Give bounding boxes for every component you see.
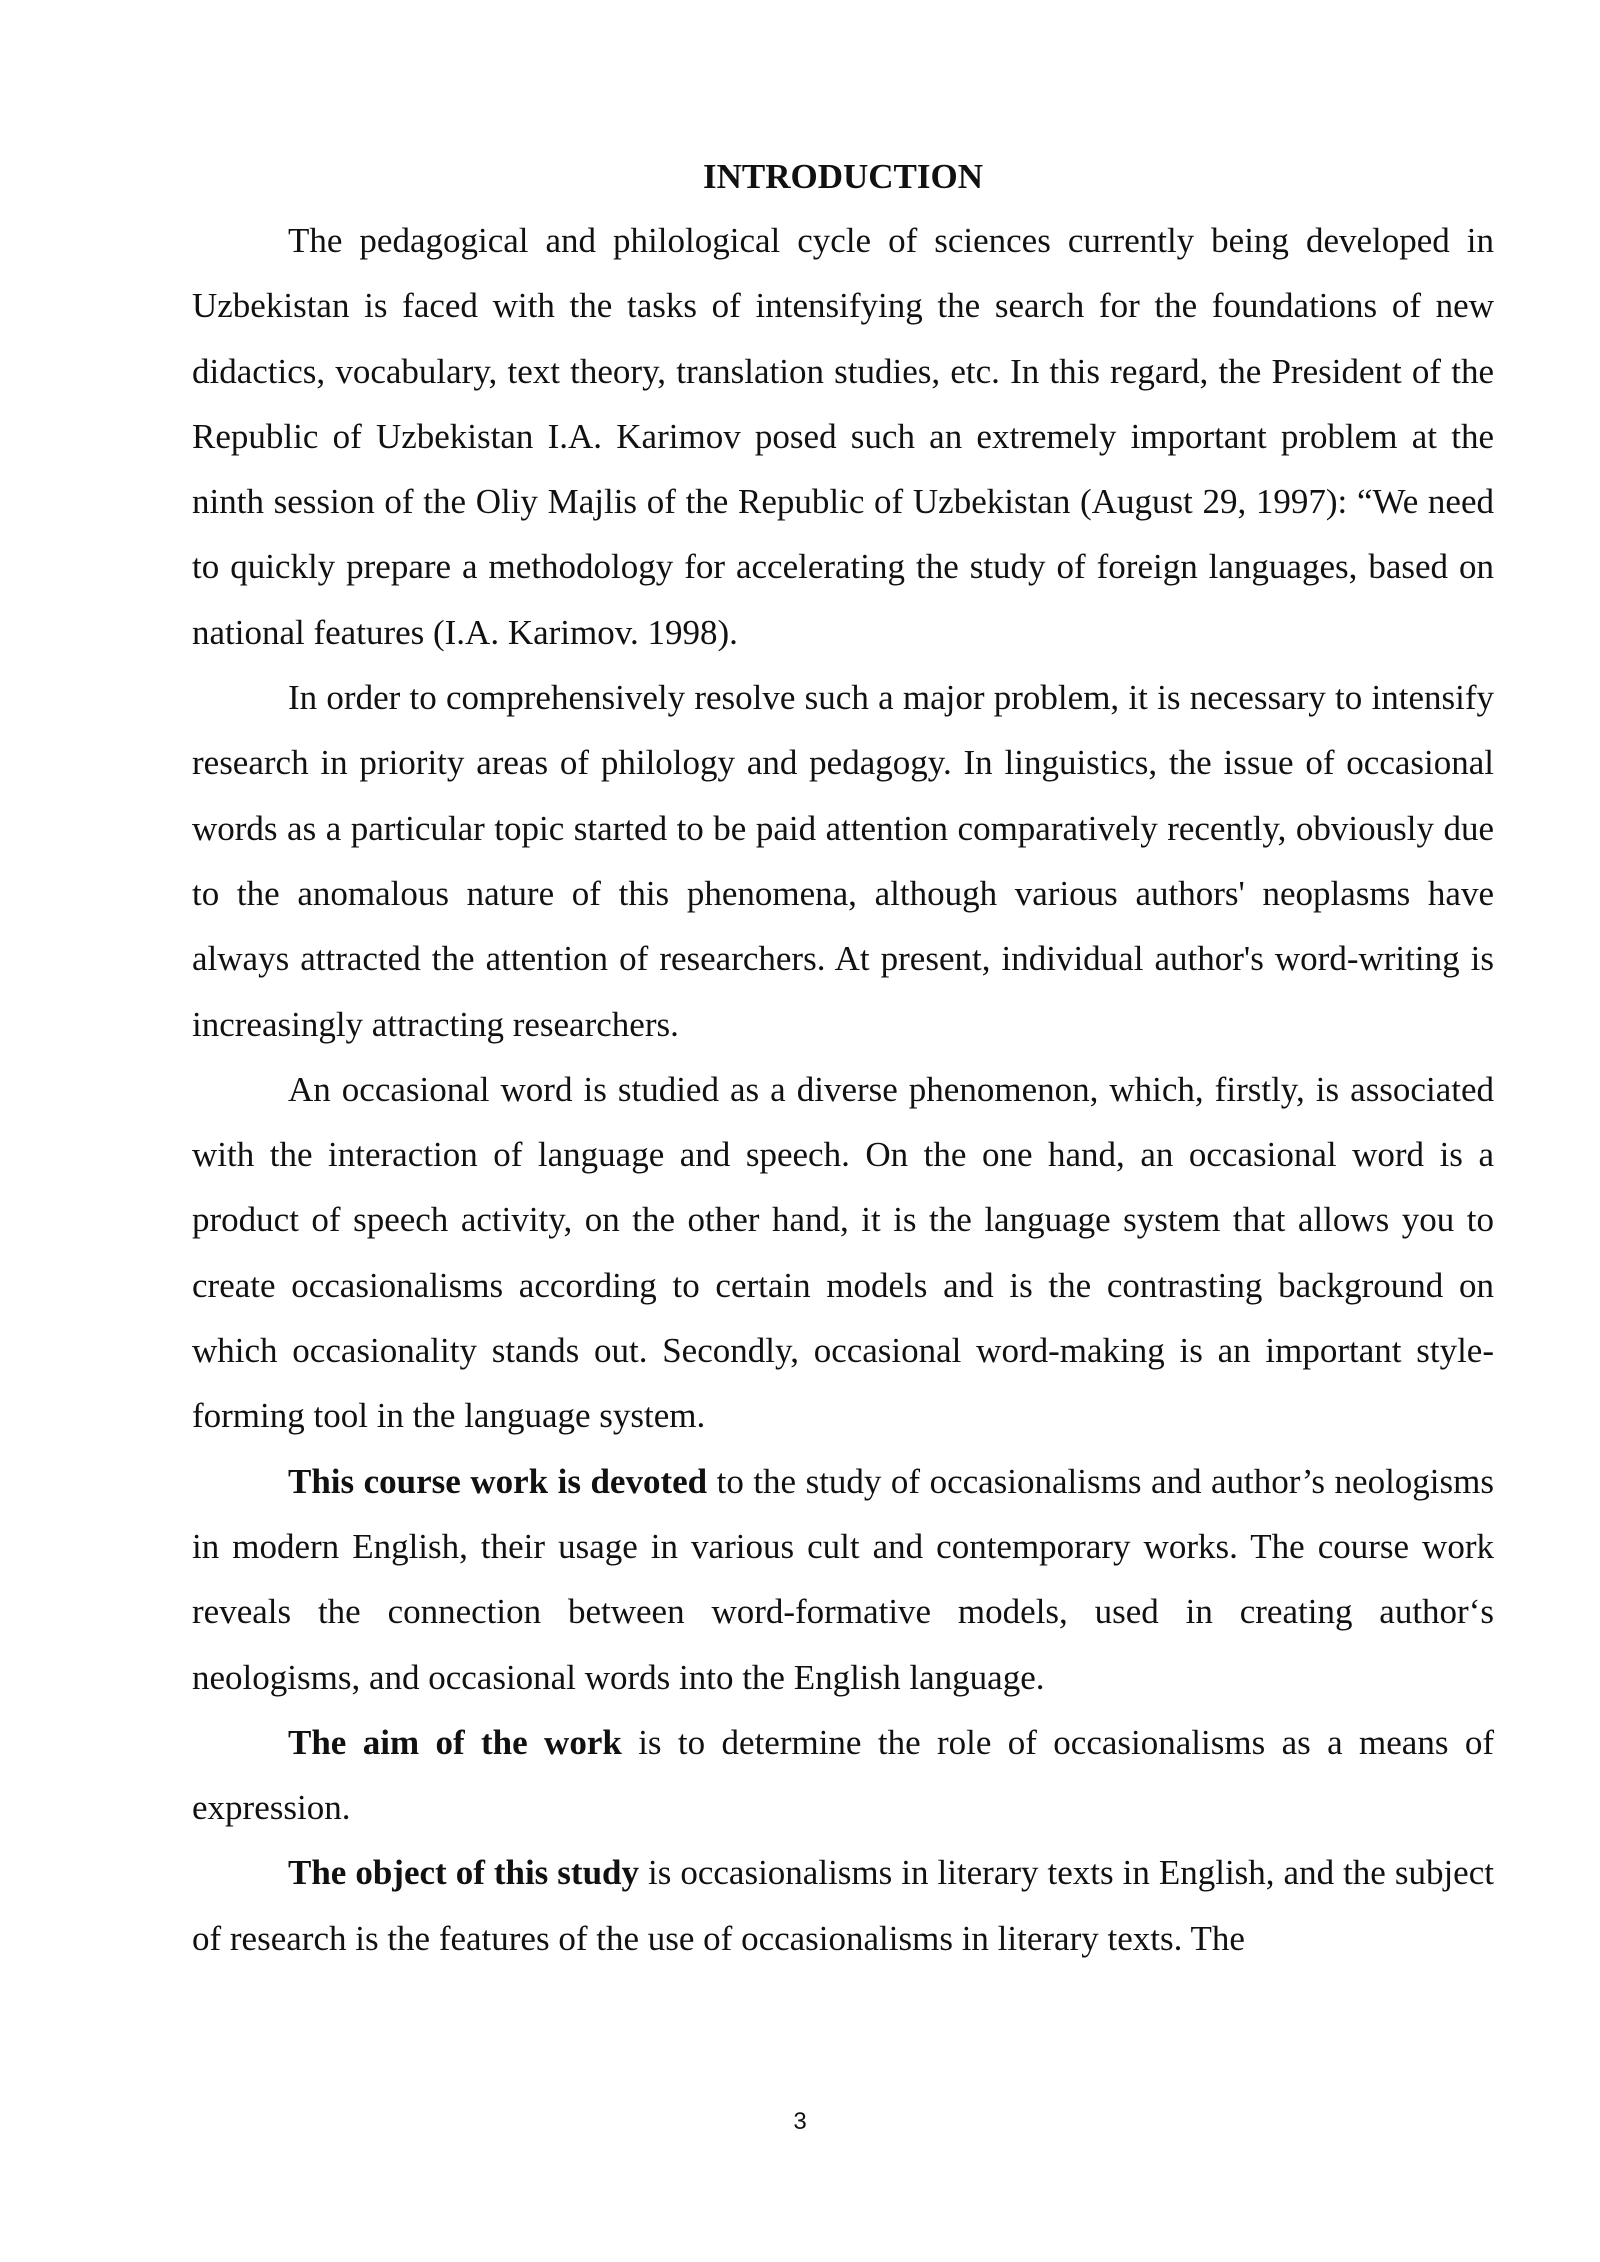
paragraph-6 bbox=[192, 1840, 1494, 1971]
page-body bbox=[192, 146, 1494, 1971]
paragraph-6-lead: The object of this study bbox=[288, 1853, 640, 1893]
page-number: 3 bbox=[793, 2108, 807, 2135]
paragraph-5-text: is to determine the role of occasionalisms as a means of expression. bbox=[192, 1722, 1494, 1828]
paragraph-1-text: The pedagogical and philological cycle of sciences currently being developed in Uzbekistan is faced with the tasks of intensifying the search for the foundations of new didactics, vocabulary, text theory, translation studies, etc. In this regard, the President of the Republic of Uzbekistan I.A. Karimov posed such an extremely important problem at the ninth session of the Oliy Majlis of the Republic of Uzbekistan (August 29, 1997): “We need to quickly prepare a methodology for accelerating the study of foreign languages, based on national features (I.A. Karimov. 1998). bbox=[192, 221, 1494, 652]
paragraph-5-lead: The aim of the work bbox=[288, 1722, 622, 1762]
paragraph-4 bbox=[192, 1449, 1494, 1710]
paragraph-4-lead: This course work is devoted bbox=[288, 1461, 708, 1501]
paragraph-5 bbox=[192, 1710, 1494, 1841]
paragraph-1 bbox=[192, 208, 1494, 665]
paragraph-2 bbox=[192, 665, 1494, 1057]
paragraph-2-text: In order to comprehensively resolve such a major problem, it is necessary to intensify research in priority areas of philology and pedagogy. In linguistics, the issue of occasional words as a particular topic started to be paid attention comparatively recently, obviously due to the anomalous nature of this phenomena, although various authors' neoplasms have always attracted the attention of researchers. At present, individual author's word-writing is increasingly attracting researchers. bbox=[192, 678, 1494, 1044]
paragraph-4-text: to the study of occasionalisms and author’s neologisms in modern English, their usage in various cult and contemporary works. The course work reveals the connection between word-formative models, used in creating author‘s neologisms, and occasional words into the English language. bbox=[192, 1461, 1494, 1697]
paragraph-3-text: An occasional word is studied as a diverse phenomenon, which, firstly, is associated with the interaction of language and speech. On the one hand, an occasional word is a product of speech activity, on the other hand, it is the language system that allows you to create occasionalisms according to certain models and is the contrasting background on which occasionality stands out. Secondly, occasional word-making is an important style-forming tool in the language system. bbox=[192, 1069, 1494, 1436]
paragraph-3 bbox=[192, 1057, 1494, 1449]
paragraph-6-text: is occasionalisms in literary texts in English, and the subject of research is the features of the use of occasionalisms in literary texts. The bbox=[192, 1853, 1494, 1958]
section-title: INTRODUCTION bbox=[702, 157, 984, 196]
